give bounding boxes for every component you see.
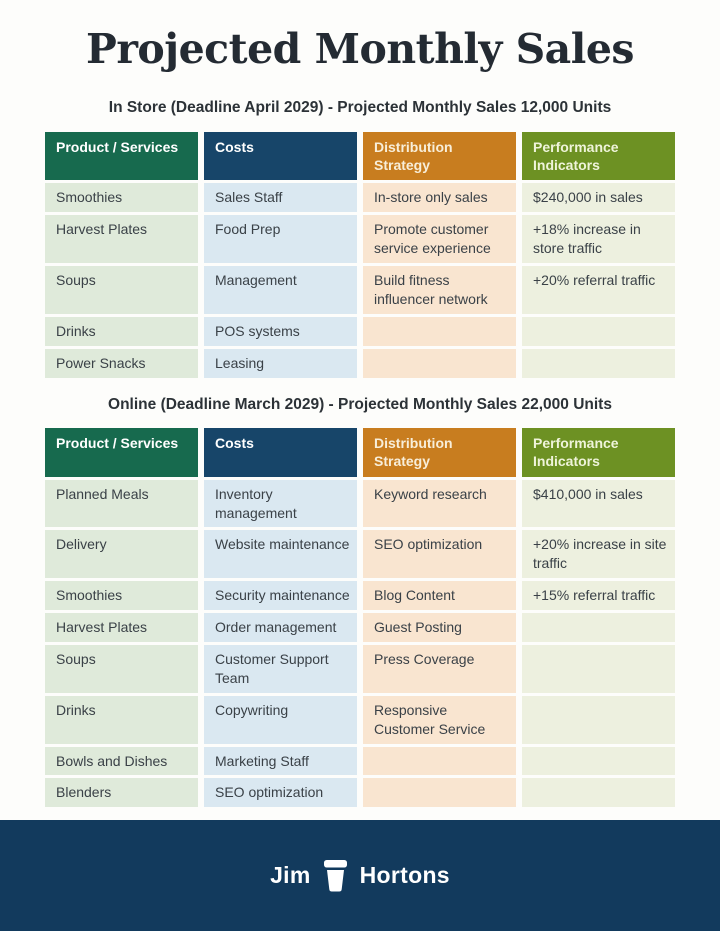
online-table — [45, 428, 675, 807]
table-cell — [363, 747, 516, 776]
column-header-performance-indicators: Performance Indicators — [522, 428, 675, 476]
column-header-costs: Costs — [204, 428, 357, 476]
table-cell: Guest Posting — [363, 613, 516, 642]
table-cell: $240,000 in sales — [522, 183, 675, 212]
table-cell: Copywriting — [204, 696, 357, 744]
footer-bar — [0, 820, 720, 931]
table-cell: Soups — [45, 266, 198, 314]
table-cell: Smoothies — [45, 183, 198, 212]
table-cell: Blog Content — [363, 581, 516, 610]
table-cell: Keyword research — [363, 480, 516, 528]
column-header-distribution-strategy: Distribution Strategy — [363, 428, 516, 476]
table-cell: SEO optimization — [204, 778, 357, 807]
table-cell: Blenders — [45, 778, 198, 807]
table-cell — [363, 349, 516, 378]
table-cell: Order management — [204, 613, 357, 642]
table-cell: Harvest Plates — [45, 215, 198, 263]
table-cell: Website maintenance — [204, 530, 357, 578]
table-cell: Drinks — [45, 317, 198, 346]
table-cell: Build fitness influencer network — [363, 266, 516, 314]
brand-name-first: Jim — [270, 862, 311, 888]
table-cell: Marketing Staff — [204, 747, 357, 776]
table-cell — [522, 349, 675, 378]
table-cell — [522, 747, 675, 776]
column-header-product-services: Product / Services — [45, 428, 198, 476]
table-cell — [522, 613, 675, 642]
table-cell: Leasing — [204, 349, 357, 378]
table-cell: Harvest Plates — [45, 613, 198, 642]
brand-name-second: Hortons — [359, 862, 450, 888]
table-cell — [363, 317, 516, 346]
table-cell: +15% referral traffic — [522, 581, 675, 610]
table-cell: Promote customer service experience — [363, 215, 516, 263]
table-cell: +18% increase in store traffic — [522, 215, 675, 263]
table-cell: Drinks — [45, 696, 198, 744]
column-header-costs: Costs — [204, 132, 357, 180]
table-cell — [522, 317, 675, 346]
table-cell: In-store only sales — [363, 183, 516, 212]
table-cell: POS systems — [204, 317, 357, 346]
table-cell — [363, 778, 516, 807]
table-cell: Responsive Customer Service — [363, 696, 516, 744]
table-cell: Bowls and Dishes — [45, 747, 198, 776]
page-title: Projected Monthly Sales — [85, 25, 634, 73]
table-cell: Soups — [45, 645, 198, 693]
in-store-table — [45, 132, 675, 378]
in-store-subtitle: In Store (Deadline April 2029) - Projected Monthly Sales 12,000 Units — [108, 99, 612, 117]
table-cell: Delivery — [45, 530, 198, 578]
table-cell — [522, 645, 675, 693]
table-cell: Power Snacks — [45, 349, 198, 378]
table-cell: Customer Support Team — [204, 645, 357, 693]
table-cell: Inventory management — [204, 480, 357, 528]
table-cell: Smoothies — [45, 581, 198, 610]
coffee-cup-icon — [320, 857, 351, 894]
table-cell: Food Prep — [204, 215, 357, 263]
column-header-distribution-strategy: Distribution Strategy — [363, 132, 516, 180]
table-cell: Security maintenance — [204, 581, 357, 610]
table-cell: Sales Staff — [204, 183, 357, 212]
table-cell: +20% referral traffic — [522, 266, 675, 314]
column-header-product-services: Product / Services — [45, 132, 198, 180]
table-cell — [522, 696, 675, 744]
table-cell: +20% increase in site traffic — [522, 530, 675, 578]
table-cell: SEO optimization — [363, 530, 516, 578]
table-cell — [522, 778, 675, 807]
column-header-performance-indicators: Performance Indicators — [522, 132, 675, 180]
table-cell: Management — [204, 266, 357, 314]
table-cell: $410,000 in sales — [522, 480, 675, 528]
table-cell: Press Coverage — [363, 645, 516, 693]
online-subtitle: Online (Deadline March 2029) - Projected Monthly Sales 22,000 Units — [108, 395, 612, 413]
table-cell: Planned Meals — [45, 480, 198, 528]
